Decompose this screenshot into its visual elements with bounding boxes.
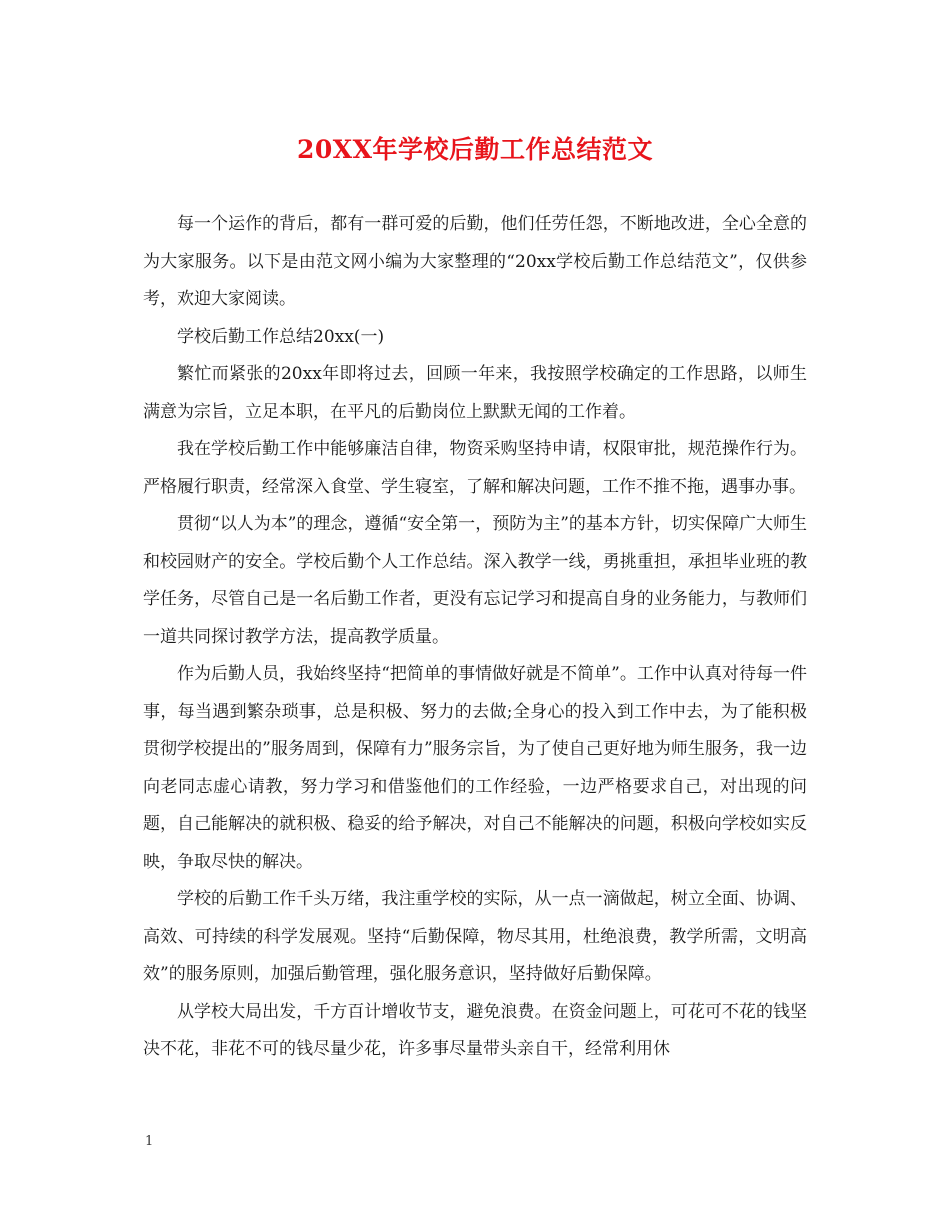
- paragraph-principles: 学校的后勤工作千头万绪，我注重学校的实际，从一点一滴做起，树立全面、协调、高效、可持续的科学发展观。坚持“后勤保障，物尽其用，杜绝浪费，教学所需，文明高效”的服务原则，加强后勤管理，强化服务意识，坚持做好后勤保障。: [143, 889, 807, 984]
- page-number: 1: [145, 1134, 154, 1149]
- document-body: [143, 206, 807, 1069]
- paragraph-integrity: 我在学校后勤工作中能够廉洁自律，物资采购坚持申请，权限审批，规范操作行为。严格履行职责，经常深入食堂、学生寝室，了解和解决问题，工作不推不拖，遇事办事。: [143, 439, 807, 497]
- document-title: 20XX年学校后勤工作总结范文: [296, 135, 654, 164]
- paragraph-section-heading: 学校后勤工作总结20xx(一): [177, 326, 385, 347]
- paragraph-attitude: 作为后勤人员，我始终坚持“把简单的事情做好就是不简单”。工作中认真对待每一件事，每当遇到繁杂琐事，总是积极、努力的去做;全身心的投入到工作中去，为了能积极贯彻学校提出的”服务周到，保障有力”服务宗旨，为了使自己更好地为师生服务，我一边向老同志虚心请教，努力学习和借鉴他们的工作经验，一边严格要求自己，对出现的问题，自己能解决的就积极、稳妥的给予解决，对自己不能解决的问题，积极向学校如实反映，争取尽快的解决。: [143, 664, 807, 872]
- paragraph-savings: 从学校大局出发，千方百计增收节支，避免浪费。在资金问题上，可花可不花的钱坚决不花，非花不可的钱尽量少花，许多事尽量带头亲自干，经常利用休: [143, 1001, 807, 1059]
- paragraph-intro: 每一个运作的背后，都有一群可爱的后勤，他们任劳任怨，不断地改进，全心全意的为大家服务。以下是由范文网小编为大家整理的“20xx学校后勤工作总结范文”，仅供参考，欢迎大家阅读。: [143, 214, 807, 309]
- paragraph-safety: 贯彻“以人为本”的理念，遵循“安全第一，预防为主”的基本方针，切实保障广大师生和校园财产的安全。学校后勤个人工作总结。深入教学一线，勇挑重担，承担毕业班的教学任务，尽管自己是一名后勤工作者，更没有忘记学习和提高自身的业务能力，与教师们一道共同探讨教学方法，提高教学质量。: [143, 514, 807, 647]
- paragraph-review: 繁忙而紧张的20xx年即将过去，回顾一年来，我按照学校确定的工作思路，以师生满意为宗旨，立足本职，在平凡的后勤岗位上默默无闻的工作着。: [143, 364, 807, 422]
